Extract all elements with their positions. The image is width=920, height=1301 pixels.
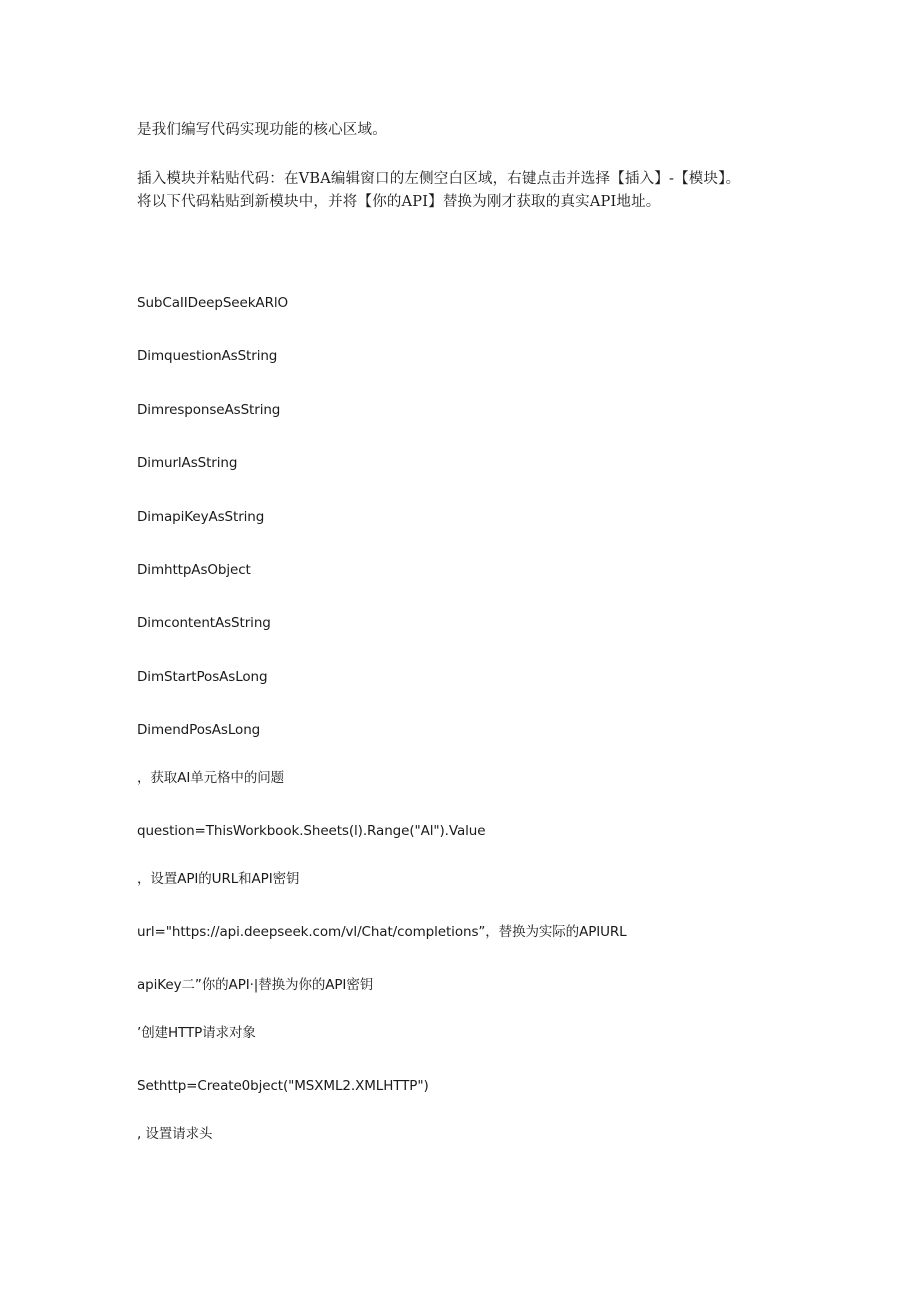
code-comment-line: ，获取AI单元格中的问题 [137,770,285,786]
code-comment-line: , 设置请求头 [137,1126,213,1142]
code-line: DimcontentAsString [137,615,271,631]
code-comment-line: ’创建HTTP请求对象 [137,1025,256,1041]
code-line: DimendPosAsLong [137,722,261,738]
intro-line-3: 将以下代码粘贴到新模块中，并将【你的API】替换为刚才获取的真实API地址。 [137,194,661,210]
code-line: DimStartPosAsLong [137,669,268,685]
code-line: apiKey二”你的API·|替换为你的API密钥 [137,977,374,993]
code-line: DimresponseAsString [137,402,281,418]
code-line: DimurlAsString [137,455,238,471]
intro-line-1: 是我们编写代码实现功能的核心区域。 [137,122,387,138]
code-line: DimquestionAsString [137,348,278,364]
code-line: SubCaIIDeepSeekARlO [137,295,289,311]
code-line: DimhttpAsObject [137,562,251,578]
code-comment-line: ，设置API的URL和API密钥 [137,871,300,887]
code-line: url="https://api.deepseek.com/vl/Chat/completions”，替换为实际的APIURL [137,924,627,940]
code-line: question=ThisWorkbook.Sheets(l).Range("Al").Value [137,823,486,839]
code-line: DimapiKeyAsString [137,509,265,525]
code-line: Sethttp=Create0bject("MSXML2.XMLHTTP") [137,1078,429,1094]
intro-line-2: 插入模块并粘贴代码：在VBA编辑窗口的左侧空白区域，右键点击并选择【插入】-【模块】。 [137,171,741,187]
